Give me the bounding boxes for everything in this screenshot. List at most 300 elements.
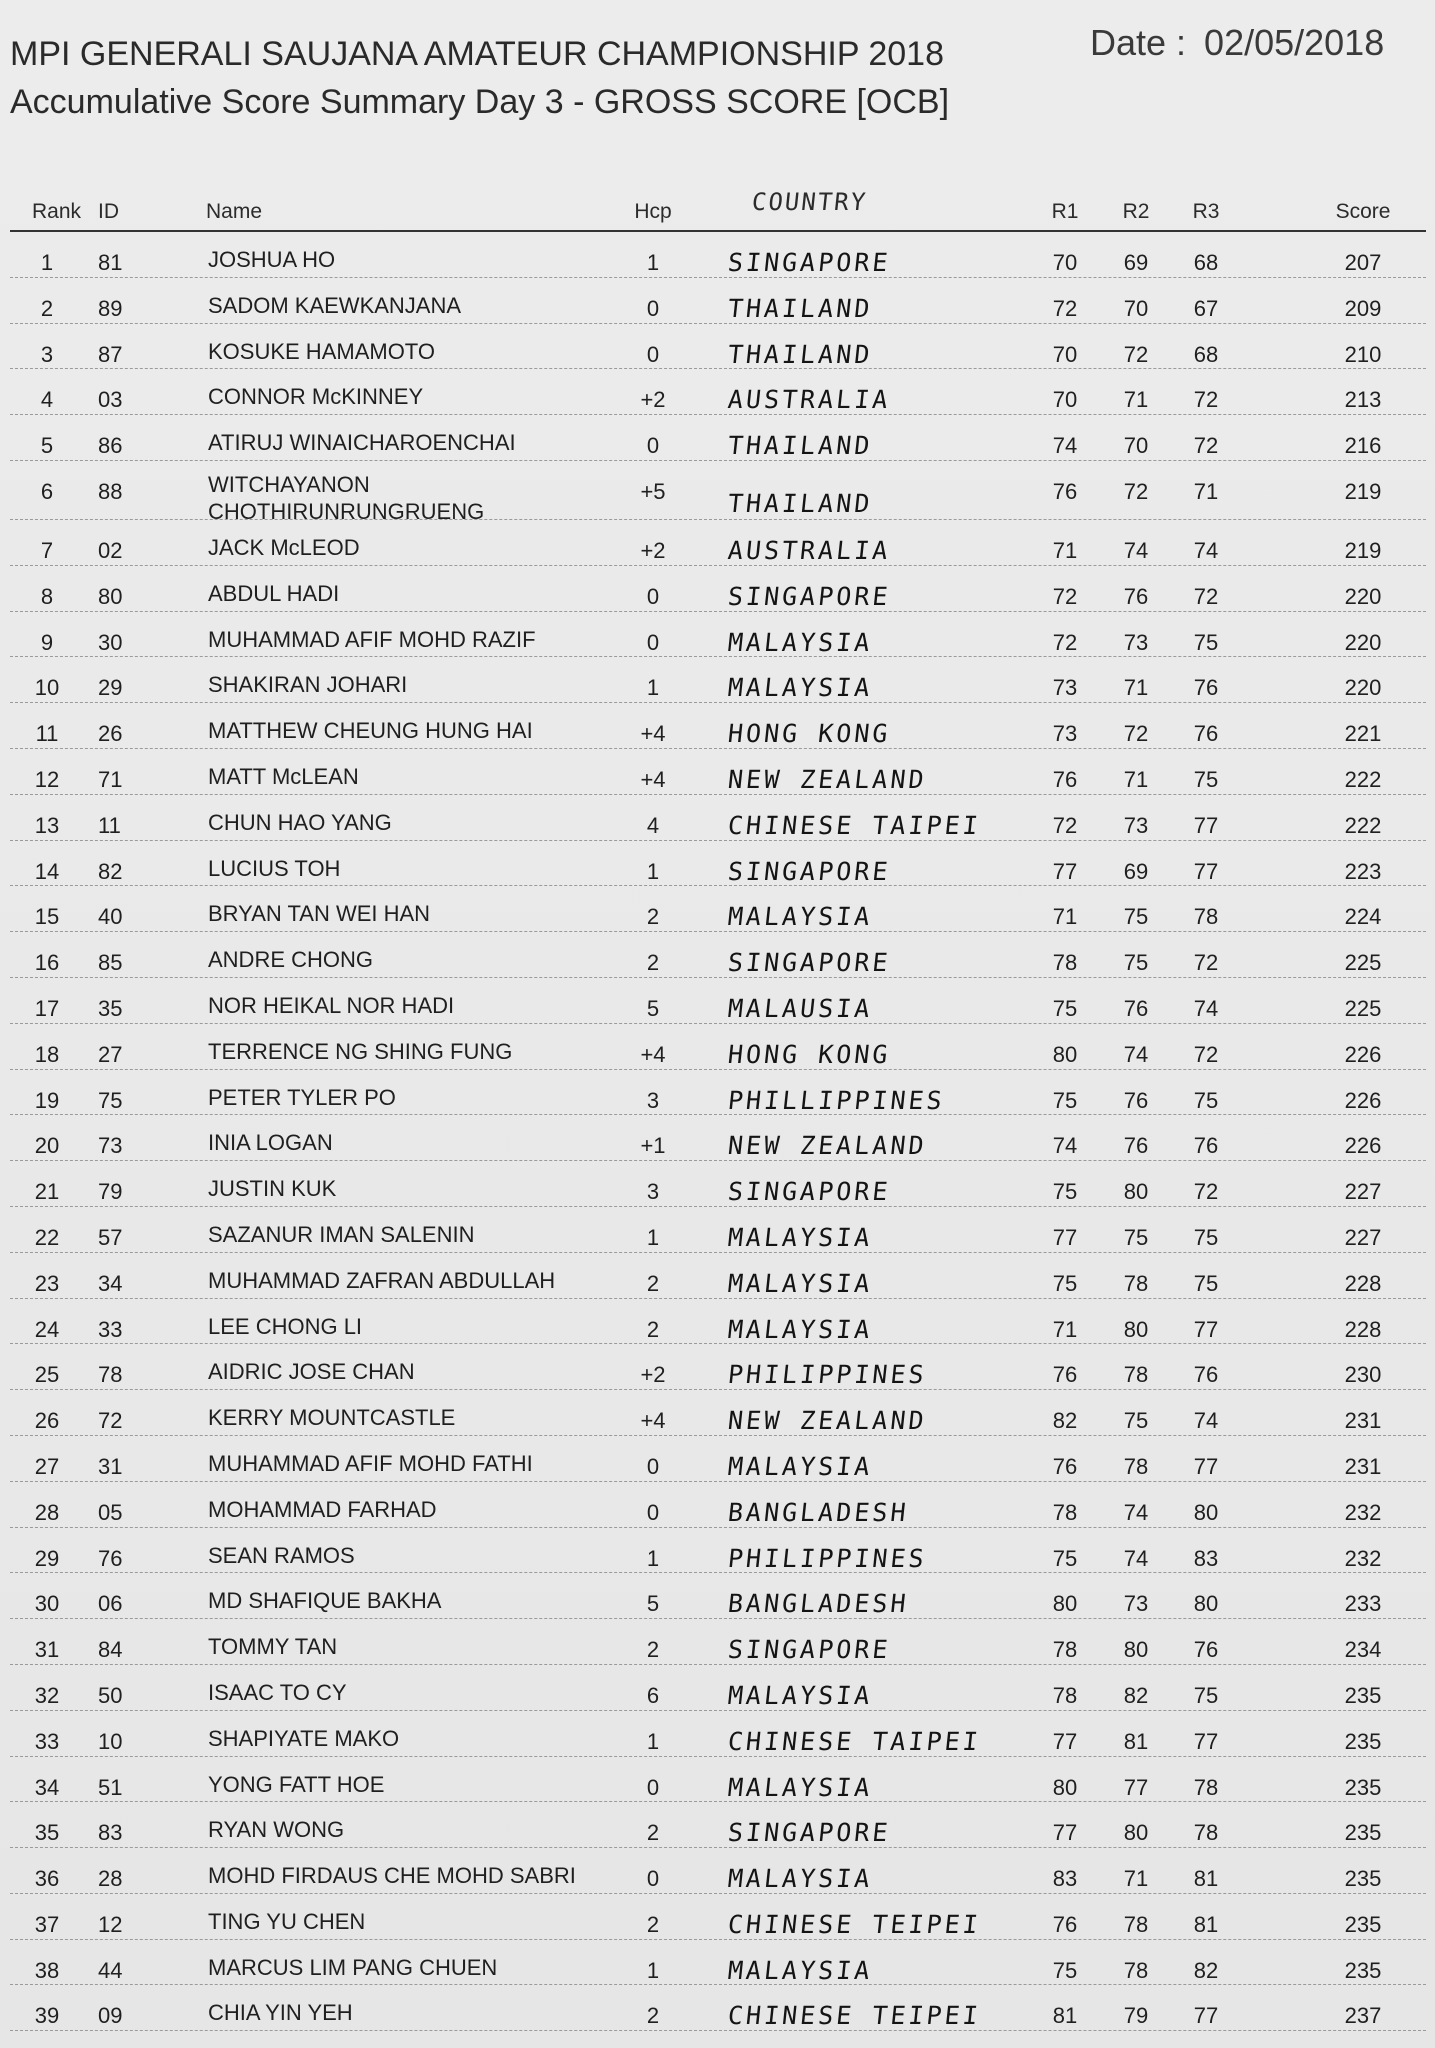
round1-score: 76 <box>1052 1911 1078 1937</box>
round1-score: 72 <box>1052 583 1078 609</box>
rank-cell: 14 <box>34 858 60 884</box>
rank-cell: 17 <box>34 995 60 1021</box>
round3-score: 74 <box>1193 537 1219 563</box>
round3-score: 81 <box>1193 1911 1219 1937</box>
id-cell: 80 <box>98 583 123 609</box>
header-rank: Rank <box>32 200 82 223</box>
header-name: Name <box>206 200 263 223</box>
round3-score: 78 <box>1193 1820 1219 1846</box>
table-row <box>10 795 1426 841</box>
round3-score: 72 <box>1193 950 1219 976</box>
total-score: 231 <box>1344 1453 1382 1479</box>
round3-score: 78 <box>1193 1774 1219 1800</box>
date-label: Date : <box>1090 22 1187 63</box>
rank-cell: 25 <box>34 1362 60 1388</box>
round1-score: 80 <box>1052 1774 1078 1800</box>
total-score: 235 <box>1344 1682 1382 1708</box>
total-score: 235 <box>1344 1911 1382 1937</box>
handicap-cell: 0 <box>646 1866 660 1892</box>
rank-cell: 4 <box>40 387 54 413</box>
id-cell: 78 <box>98 1362 123 1388</box>
table-row <box>10 1528 1426 1574</box>
table-row <box>10 1390 1426 1436</box>
total-score: 225 <box>1344 995 1382 1021</box>
round2-score: 78 <box>1123 1453 1149 1479</box>
rank-cell: 8 <box>40 583 54 609</box>
handicap-cell: 3 <box>646 1179 660 1205</box>
player-name: MD SHAFIQUE BAKHA <box>208 1588 442 1614</box>
country-cell: CHINESE TEIPEI <box>726 2001 983 2031</box>
player-name: SAZANUR IMAN SALENIN <box>208 1221 475 1247</box>
table-row <box>10 1070 1426 1116</box>
round1-score: 78 <box>1052 1682 1078 1708</box>
round2-score: 78 <box>1123 1957 1149 1983</box>
table-row <box>10 1711 1426 1757</box>
table-row <box>10 1344 1426 1390</box>
id-cell: 57 <box>98 1224 123 1250</box>
round1-score: 82 <box>1052 1408 1078 1434</box>
country-cell: HONG KONG <box>726 719 892 749</box>
country-cell: SINGAPORE <box>726 1177 892 1207</box>
round3-score: 76 <box>1193 721 1219 747</box>
round3-score: 77 <box>1193 1453 1219 1479</box>
handicap-cell: 6 <box>646 1682 660 1708</box>
table-header <box>10 190 1426 230</box>
country-cell: SINGAPORE <box>726 581 892 611</box>
round3-score: 76 <box>1193 1133 1219 1159</box>
id-cell: 30 <box>98 629 123 655</box>
id-cell: 71 <box>98 766 123 792</box>
round1-score: 72 <box>1052 629 1078 655</box>
total-score: 226 <box>1344 1087 1382 1113</box>
rank-cell: 31 <box>34 1637 60 1663</box>
round1-score: 75 <box>1052 1270 1078 1296</box>
table-row <box>10 1985 1426 2031</box>
total-score: 235 <box>1344 1866 1382 1892</box>
table-row <box>10 232 1426 278</box>
total-score: 213 <box>1344 387 1382 413</box>
round2-score: 79 <box>1123 2003 1149 2029</box>
total-score: 219 <box>1344 537 1382 563</box>
round2-score: 78 <box>1123 1270 1149 1296</box>
id-cell: 40 <box>98 904 123 930</box>
total-score: 235 <box>1344 1728 1382 1754</box>
rank-cell: 11 <box>35 721 59 747</box>
round3-score: 68 <box>1193 250 1219 275</box>
round3-score: 77 <box>1193 1316 1219 1342</box>
handicap-cell: 0 <box>646 341 660 367</box>
round2-score: 75 <box>1123 1224 1149 1250</box>
total-score: 226 <box>1344 1133 1382 1159</box>
table-row <box>10 1207 1426 1253</box>
round2-score: 74 <box>1123 1041 1149 1067</box>
handicap-cell: 0 <box>646 433 660 459</box>
country-cell: THAILAND <box>726 293 874 323</box>
round1-score: 77 <box>1052 1820 1078 1846</box>
round1-score: 73 <box>1052 721 1078 747</box>
round1-score: 83 <box>1052 1866 1078 1892</box>
id-cell: 84 <box>98 1637 123 1663</box>
rank-cell: 13 <box>34 812 60 838</box>
table-row <box>10 1573 1426 1619</box>
total-score: 220 <box>1344 675 1382 701</box>
rank-cell: 22 <box>34 1224 60 1250</box>
total-score: 222 <box>1344 812 1382 838</box>
handicap-cell: 2 <box>646 904 660 930</box>
id-cell: 81 <box>98 250 123 275</box>
player-name: LUCIUS TOH <box>208 855 341 881</box>
player-name: CHIA YIN YEH <box>208 2000 353 2026</box>
round2-score: 73 <box>1123 1591 1149 1617</box>
handicap-cell: 2 <box>646 1316 660 1342</box>
player-name: MUHAMMAD ZAFRAN ABDULLAH <box>208 1267 556 1293</box>
handicap-cell: +2 <box>640 1362 666 1388</box>
table-row <box>10 841 1426 887</box>
table-row <box>10 324 1426 370</box>
player-name: SADOM KAEWKANJANA <box>208 292 462 318</box>
player-name: AIDRIC JOSE CHAN <box>208 1359 415 1385</box>
id-cell: 27 <box>98 1041 123 1067</box>
total-score: 231 <box>1344 1408 1382 1434</box>
id-cell: 12 <box>98 1911 123 1937</box>
player-name: YONG FATT HOE <box>208 1771 385 1797</box>
round2-score: 71 <box>1123 387 1149 413</box>
handicap-cell: 5 <box>646 1591 660 1617</box>
player-name: JUSTIN KUK <box>208 1176 337 1202</box>
total-score: 235 <box>1344 1774 1382 1800</box>
player-name: INIA LOGAN <box>208 1130 333 1156</box>
country-cell: THAILAND <box>726 488 874 518</box>
header-r3: R3 <box>1192 200 1220 223</box>
total-score: 220 <box>1344 583 1382 609</box>
player-name: ANDRE CHONG <box>208 947 374 973</box>
player-name: NOR HEIKAL NOR HADI <box>208 992 455 1018</box>
round3-score: 75 <box>1193 629 1219 655</box>
id-cell: 05 <box>98 1499 123 1525</box>
player-name: ABDUL HADI <box>208 580 340 606</box>
round1-score: 70 <box>1052 387 1078 413</box>
table-row <box>10 1482 1426 1528</box>
round2-score: 81 <box>1123 1728 1149 1754</box>
handicap-cell: +1 <box>640 1133 666 1159</box>
round3-score: 72 <box>1193 583 1219 609</box>
id-cell: 72 <box>98 1408 123 1434</box>
handicap-cell: +4 <box>640 721 666 747</box>
round3-score: 75 <box>1193 766 1219 792</box>
id-cell: 28 <box>98 1866 123 1892</box>
rank-cell: 20 <box>34 1133 60 1159</box>
handicap-cell: 2 <box>646 1820 660 1846</box>
id-cell: 03 <box>98 387 123 413</box>
handicap-cell: +4 <box>640 1041 666 1067</box>
country-cell: NEW ZEALAND <box>726 764 929 794</box>
country-cell: BANGLADESH <box>726 1497 911 1527</box>
player-name: JACK McLEOD <box>208 534 360 560</box>
id-cell: 86 <box>98 433 123 459</box>
table-row <box>10 1161 1426 1207</box>
round1-score: 80 <box>1052 1591 1078 1617</box>
round2-score: 75 <box>1123 950 1149 976</box>
country-cell: AUSTRALIA <box>726 535 892 565</box>
date-value: 02/05/2018 <box>1204 22 1385 63</box>
id-cell: 26 <box>98 721 123 747</box>
rank-cell: 2 <box>40 295 54 321</box>
table-row <box>10 657 1426 703</box>
country-cell: THAILAND <box>726 431 874 461</box>
round1-score: 76 <box>1052 478 1078 504</box>
total-score: 237 <box>1344 2003 1382 2029</box>
round2-score: 80 <box>1123 1179 1149 1205</box>
round3-score: 82 <box>1193 1957 1219 1983</box>
round3-score: 75 <box>1193 1224 1219 1250</box>
id-cell: 29 <box>98 675 123 701</box>
round3-score: 77 <box>1193 858 1219 884</box>
round2-score: 78 <box>1123 1362 1149 1388</box>
rank-cell: 19 <box>34 1087 60 1113</box>
round1-score: 75 <box>1052 1545 1078 1571</box>
rank-cell: 30 <box>34 1591 60 1617</box>
round1-score: 73 <box>1052 675 1078 701</box>
id-cell: 35 <box>98 995 123 1021</box>
rank-cell: 10 <box>34 675 60 701</box>
id-cell: 31 <box>98 1453 123 1479</box>
total-score: 235 <box>1344 1957 1382 1983</box>
table-row <box>10 461 1426 524</box>
total-score: 235 <box>1344 1820 1382 1846</box>
table-row <box>10 1253 1426 1299</box>
total-score: 225 <box>1344 950 1382 976</box>
table-row <box>10 932 1426 978</box>
total-score: 220 <box>1344 629 1382 655</box>
round2-score: 70 <box>1123 433 1149 459</box>
table-row <box>10 612 1426 658</box>
id-cell: 88 <box>98 478 123 504</box>
id-cell: 76 <box>98 1545 123 1571</box>
handicap-cell: +4 <box>640 1408 666 1434</box>
table-row <box>10 1757 1426 1803</box>
round2-score: 80 <box>1123 1637 1149 1663</box>
total-score: 232 <box>1344 1545 1382 1571</box>
round2-score: 69 <box>1123 250 1149 275</box>
rank-cell: 15 <box>34 904 60 930</box>
country-cell: MALAYSIA <box>726 1864 874 1894</box>
player-name: LEE CHONG LI <box>208 1313 363 1339</box>
round2-score: 80 <box>1123 1820 1149 1846</box>
id-cell: 09 <box>98 2003 123 2029</box>
player-name: BRYAN TAN WEI HAN <box>208 901 431 927</box>
total-score: 228 <box>1344 1316 1382 1342</box>
country-cell: MALAYSIA <box>726 1268 874 1298</box>
country-cell: SINGAPORE <box>726 1635 892 1665</box>
handicap-cell: 1 <box>646 1545 660 1571</box>
header-r2: R2 <box>1122 200 1150 223</box>
header-hcp: Hcp <box>634 200 672 223</box>
round3-score: 83 <box>1193 1545 1219 1571</box>
table-row <box>10 703 1426 749</box>
round3-score: 80 <box>1193 1499 1219 1525</box>
country-cell: NEW ZEALAND <box>726 1406 929 1436</box>
total-score: 222 <box>1344 766 1382 792</box>
id-cell: 87 <box>98 341 123 367</box>
round3-score: 75 <box>1193 1682 1219 1708</box>
total-score: 207 <box>1344 250 1382 275</box>
round1-score: 76 <box>1052 1362 1078 1388</box>
handicap-cell: 5 <box>646 995 660 1021</box>
country-cell: BANGLADESH <box>726 1589 911 1619</box>
handicap-cell: 2 <box>646 1911 660 1937</box>
round2-score: 82 <box>1123 1682 1149 1708</box>
total-score: 221 <box>1344 721 1382 747</box>
round3-score: 77 <box>1193 2003 1219 2029</box>
handicap-cell: 0 <box>646 629 660 655</box>
header-r1: R1 <box>1051 200 1079 223</box>
round2-score: 71 <box>1123 1866 1149 1892</box>
round2-score: 76 <box>1123 583 1149 609</box>
handicap-cell: 0 <box>646 1499 660 1525</box>
handicap-cell: 0 <box>646 1774 660 1800</box>
handicap-cell: 4 <box>646 812 660 838</box>
country-cell: SINGAPORE <box>726 948 892 978</box>
round1-score: 72 <box>1052 812 1078 838</box>
round3-score: 71 <box>1193 478 1219 504</box>
total-score: 223 <box>1344 858 1382 884</box>
country-cell: CHINESE TEIPEI <box>726 1909 983 1939</box>
rank-cell: 34 <box>34 1774 60 1800</box>
table-row <box>10 278 1426 324</box>
rank-cell: 36 <box>34 1866 60 1892</box>
round2-score: 77 <box>1123 1774 1149 1800</box>
country-cell: MALAYSIA <box>726 627 874 657</box>
round1-score: 75 <box>1052 1179 1078 1205</box>
country-cell: HONG KONG <box>726 1039 892 1069</box>
round3-score: 77 <box>1193 812 1219 838</box>
handicap-cell: 2 <box>646 950 660 976</box>
handicap-cell: +4 <box>640 766 666 792</box>
header-id: ID <box>98 200 119 223</box>
player-name: SHAPIYATE MAKO <box>208 1725 400 1751</box>
round3-score: 74 <box>1193 995 1219 1021</box>
table-row <box>10 566 1426 612</box>
player-name: WITCHAYANON CHOTHIRUNRUNGRUENG <box>208 471 485 524</box>
player-name: TERRENCE NG SHING FUNG <box>208 1038 513 1064</box>
rank-cell: 35 <box>34 1820 60 1846</box>
total-score: 228 <box>1344 1270 1382 1296</box>
rank-cell: 7 <box>40 537 54 563</box>
rank-cell: 28 <box>34 1499 60 1525</box>
round3-score: 72 <box>1193 387 1219 413</box>
id-cell: 85 <box>98 950 123 976</box>
handicap-cell: 1 <box>646 675 660 701</box>
round3-score: 77 <box>1193 1728 1219 1754</box>
rank-cell: 23 <box>34 1270 60 1296</box>
total-score: 227 <box>1344 1224 1382 1250</box>
rank-cell: 24 <box>34 1316 60 1342</box>
round2-score: 72 <box>1123 341 1149 367</box>
country-cell: PHILLIPPINES <box>726 1085 947 1115</box>
id-cell: 10 <box>98 1728 123 1754</box>
round1-score: 71 <box>1052 537 1078 563</box>
id-cell: 02 <box>98 537 123 563</box>
rank-cell: 38 <box>34 1957 60 1983</box>
handicap-cell: +5 <box>640 478 666 504</box>
total-score: 230 <box>1344 1362 1382 1388</box>
player-name: ATIRUJ WINAICHAROENCHAI <box>208 430 516 456</box>
country-cell: MALAYSIA <box>726 1955 874 1985</box>
round2-score: 70 <box>1123 295 1149 321</box>
round3-score: 72 <box>1193 1041 1219 1067</box>
handicap-cell: 2 <box>646 1270 660 1296</box>
rank-cell: 26 <box>34 1408 60 1434</box>
country-cell: MALAYSIA <box>726 1680 874 1710</box>
table-row <box>10 520 1426 566</box>
player-name: SEAN RAMOS <box>208 1542 355 1568</box>
round1-score: 78 <box>1052 1499 1078 1525</box>
championship-title: MPI GENERALI SAUJANA AMATEUR CHAMPIONSHIP 2018 <box>10 35 945 73</box>
round3-score: 72 <box>1193 1179 1219 1205</box>
round2-score: 74 <box>1123 1545 1149 1571</box>
rank-cell: 18 <box>34 1041 60 1067</box>
rank-cell: 37 <box>34 1911 60 1937</box>
table-row <box>10 1848 1426 1894</box>
round1-score: 71 <box>1052 1316 1078 1342</box>
player-name: KERRY MOUNTCASTLE <box>208 1405 456 1431</box>
round1-score: 77 <box>1052 858 1078 884</box>
player-name: MATTHEW CHEUNG HUNG HAI <box>208 718 533 744</box>
handicap-cell: 1 <box>646 858 660 884</box>
round3-score: 74 <box>1193 1408 1219 1434</box>
round1-score: 78 <box>1052 950 1078 976</box>
player-name: TOMMY TAN <box>208 1634 338 1660</box>
round1-score: 70 <box>1052 341 1078 367</box>
round1-score: 70 <box>1052 250 1078 275</box>
table-row <box>10 1619 1426 1665</box>
handicap-cell: 1 <box>646 250 660 275</box>
player-name: TING YU CHEN <box>208 1908 366 1934</box>
id-cell: 89 <box>98 295 123 321</box>
country-cell: SINGAPORE <box>726 856 892 886</box>
total-score: 209 <box>1344 295 1382 321</box>
rank-cell: 32 <box>34 1682 60 1708</box>
id-cell: 44 <box>98 1957 123 1983</box>
round2-score: 80 <box>1123 1316 1149 1342</box>
round1-score: 77 <box>1052 1224 1078 1250</box>
handicap-cell: 0 <box>646 295 660 321</box>
total-score: 219 <box>1344 478 1382 504</box>
id-cell: 51 <box>98 1774 123 1800</box>
rank-cell: 39 <box>34 2003 60 2029</box>
header-country: COUNTRY <box>750 188 869 216</box>
date-stamp <box>1090 22 1384 64</box>
rank-cell: 29 <box>34 1545 60 1571</box>
country-cell: MALAYSIA <box>726 1772 874 1802</box>
table-row <box>10 1940 1426 1986</box>
rank-cell: 5 <box>40 433 54 459</box>
round1-score: 80 <box>1052 1041 1078 1067</box>
round1-score: 75 <box>1052 1957 1078 1983</box>
round2-score: 75 <box>1123 904 1149 930</box>
round3-score: 76 <box>1193 1362 1219 1388</box>
round2-score: 69 <box>1123 858 1149 884</box>
country-cell: MALAYSIA <box>726 1451 874 1481</box>
rank-cell: 1 <box>40 250 54 275</box>
round1-score: 74 <box>1052 433 1078 459</box>
total-score: 216 <box>1344 433 1382 459</box>
round2-score: 71 <box>1123 766 1149 792</box>
round1-score: 78 <box>1052 1637 1078 1663</box>
country-cell: THAILAND <box>726 339 874 369</box>
round2-score: 78 <box>1123 1911 1149 1937</box>
player-name: MOHD FIRDAUS CHE MOHD SABRI <box>208 1863 576 1889</box>
